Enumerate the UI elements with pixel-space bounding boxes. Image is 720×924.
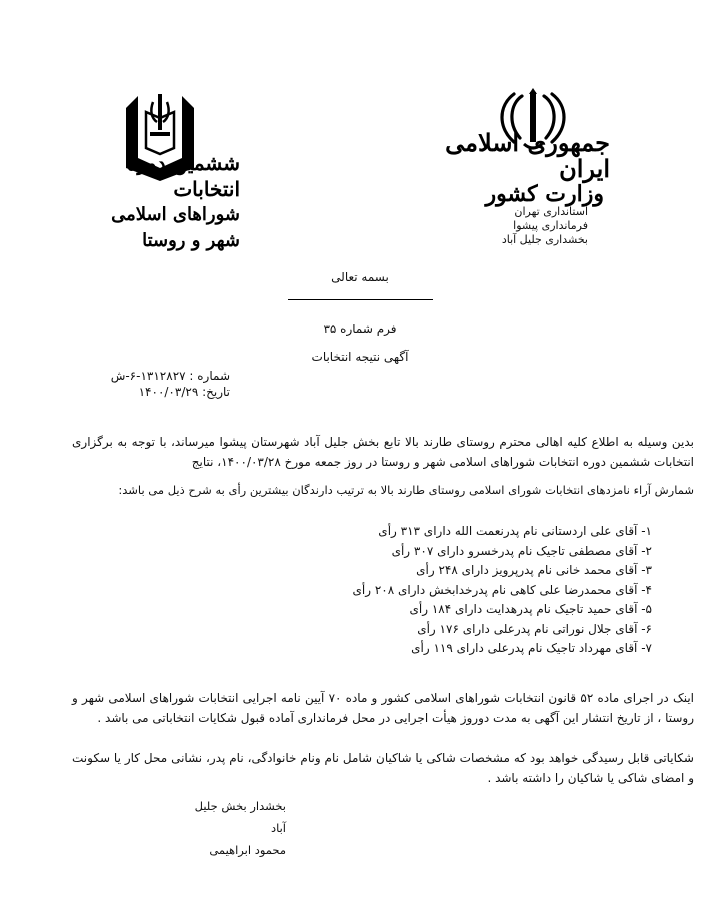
document-title: آگهی نتیجه انتخابات bbox=[311, 350, 409, 364]
office-line-district: بخشداری جلیل آباد bbox=[501, 233, 588, 246]
office-line-province: استانداری تهران bbox=[514, 205, 588, 218]
list-item: ۲- آقای مصطفی تاجیک نام پدرخسرو دارای ۳۰۷ رأی bbox=[391, 543, 652, 558]
list-item: ۱- آقای علی اردستانی نام پدرنعمت الله دارای ۳۱۳ رأی bbox=[378, 524, 652, 538]
list-item: ۳- آقای محمد خانی نام پدرپرویز دارای ۲۴۸ رأی bbox=[416, 563, 652, 577]
republic-title: جمهوری اسلامی ایران bbox=[445, 128, 610, 183]
invocation: بسمه تعالی bbox=[331, 270, 389, 284]
signature-block bbox=[190, 795, 286, 861]
complaints-paragraph: اینک در اجرای ماده ۵۲ قانون انتخابات شوراهای اسلامی کشور و ماده ۷۰ آیین نامه اجرایی انتخابات شوراهای اسلامی شهر و روستا ، از تاریخ انتشار این آگهی به مدت دوروز هیأت اجرایی در محل فرمانداری آماده قبول شکایات انتخاباتی می باشد . bbox=[72, 691, 695, 725]
reference-block bbox=[110, 368, 230, 400]
office-lines bbox=[470, 205, 588, 247]
signatory-name: محمود ابراهیمی bbox=[209, 843, 286, 857]
form-number: فرم شماره ۳۵ bbox=[323, 322, 397, 336]
candidate-list bbox=[352, 522, 652, 659]
reference-number: شماره : ۱۳۱۲۸۲۷-۶-ش bbox=[110, 369, 230, 383]
heading-rule bbox=[288, 299, 433, 300]
list-item: ۵- آقای حمید تاجیک نام پدرهدایت دارای ۱۸۴ رأی bbox=[409, 602, 652, 616]
list-item: ۶- آقای جلال نوراتی نام پدرعلی دارای ۱۷۶ رأی bbox=[417, 621, 652, 636]
office-line-governorate: فرمانداری پیشوا bbox=[513, 219, 588, 232]
council-title-line1: ششمین دوره انتخابات bbox=[126, 151, 240, 201]
intro-paragraph: بدین وسیله به اطلاع کلیه اهالی محترم روستای طارند بالا تابع بخش جلیل آباد شهرستان پیشوا میرساند، با توجه به برگزاری انتخابات ششمین دوره انتخابات شوراهای اسلامی شهر و روستا در روز جمعه مورخ ۱۴۰۰/۰۳/۲۸، نتایج bbox=[72, 435, 694, 469]
council-title-block bbox=[80, 150, 240, 254]
complaints-conditions: شکایاتی قابل رسیدگی خواهد بود که مشخصات شاکی یا شاکیان شامل نام ونام خانوادگی، نام پدر، نشانی محل کار یا سکونت و امضای شاکی یا شاکیان را داشته باشد . bbox=[72, 751, 694, 785]
list-item: ۴- آقای محمدرضا علی کاهی نام پدرخدابخش دارای ۲۰۸ رأی bbox=[352, 582, 652, 597]
intro-paragraph-line2: شمارش آراء نامزدهای انتخابات شورای اسلامی روستای طارند بالا به ترتیب دارندگان بیشترین رأی به شرح ذیل می باشد: bbox=[118, 483, 694, 497]
signatory-office: بخشدار بخش جلیل آباد bbox=[194, 799, 286, 835]
council-title-line2: شوراهای اسلامی شهر و روستا bbox=[111, 204, 240, 251]
ministry-title: وزارت کشور bbox=[485, 181, 604, 207]
reference-date: تاریخ: ۱۴۰۰/۰۳/۲۹ bbox=[138, 385, 230, 399]
list-item: ۷- آقای مهرداد تاجیک نام پدرعلی دارای ۱۱۹ رأی bbox=[411, 641, 652, 655]
ministry-title-block bbox=[440, 130, 610, 206]
